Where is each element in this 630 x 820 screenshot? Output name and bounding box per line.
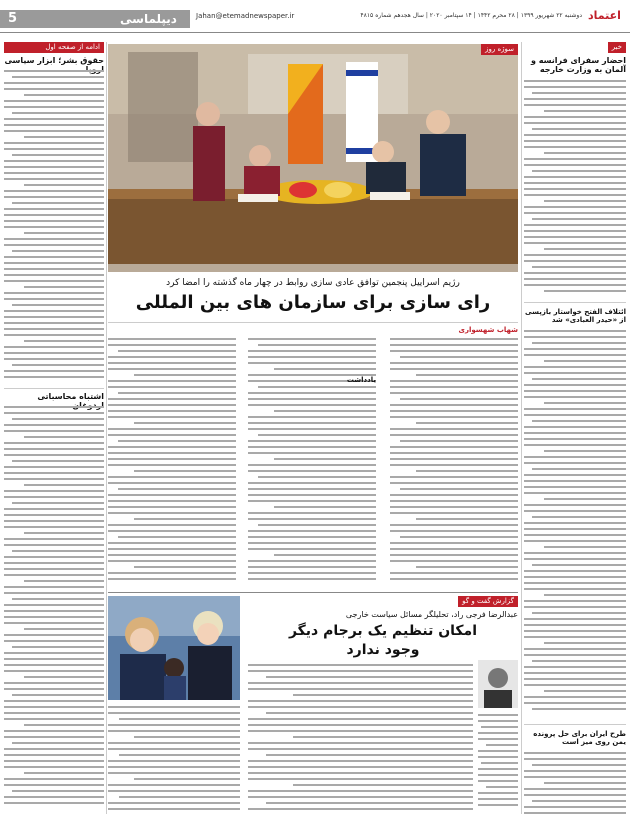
- article-body-erdogan: [4, 406, 104, 814]
- page-header: [0, 0, 630, 40]
- section-label-continued: ادامه از صفحه اول: [4, 42, 104, 53]
- article-title-yemen[interactable]: طرح ایران برای حل پرونده یمن روی میز است: [533, 730, 626, 746]
- leaders-image: [108, 596, 240, 700]
- signing-ceremony-photo: [108, 44, 518, 272]
- issue-line: دوشنبه ۲۲ شهریور ۱۳۹۹ | ۲۸ محرم ۱۴۴۲ | ۱۴ سپتامبر ۲۰۲۰ | سال هجدهم شماره ۴۸۱۵: [360, 12, 582, 19]
- byline: شهاب شهسواری: [458, 326, 518, 334]
- signing-ceremony-image: [108, 44, 518, 272]
- section-divider: [108, 592, 518, 593]
- main-headline[interactable]: رای سازی برای سازمان های بین المللی: [135, 292, 491, 313]
- report-label: گزارش گفت و گو: [458, 596, 518, 607]
- interview-headline-line2[interactable]: وجود ندارد: [346, 642, 420, 658]
- article-title-ambassadors[interactable]: احضار سفرای فرانسه و آلمان به وزارت خارجه: [531, 56, 626, 74]
- page-number: 5: [8, 11, 18, 26]
- divider: [524, 302, 626, 303]
- headshot-image: [478, 660, 518, 708]
- leaders-photo: [108, 596, 240, 700]
- article-body-human-rights: [4, 70, 104, 385]
- center-area: [108, 40, 518, 818]
- interview-body-left: [108, 706, 240, 814]
- headline-rule: [108, 322, 518, 323]
- article-body-yemen: [524, 752, 626, 816]
- interview-body-upper: [248, 664, 473, 814]
- interview-body-narrow: [478, 714, 518, 814]
- section-title: دیپلماسی: [120, 12, 177, 26]
- article-column-right: [390, 338, 518, 588]
- masthead-logo: اعتماد: [588, 9, 621, 22]
- column-rule: [106, 42, 107, 814]
- article-body-ambassadors: [524, 80, 626, 300]
- author-headshot: [478, 660, 518, 708]
- column-rule-right: [521, 42, 522, 814]
- divider: [524, 724, 626, 725]
- divider: [4, 388, 104, 389]
- article-body-al-fatah: [524, 330, 626, 720]
- article-column-left: [108, 338, 236, 588]
- email-address[interactable]: Jahan@etemadnewspaper.ir: [196, 12, 295, 20]
- article-title-erdogan[interactable]: اشتباه محاسباتی: [37, 392, 104, 401]
- section-label-news: خبر: [608, 42, 626, 53]
- right-column: [524, 40, 626, 816]
- header-rule: [0, 32, 630, 33]
- article-title-al-fatah[interactable]: ائتلاف الفتح خواستار بازپسی از «حیدر العبادی» شد: [525, 308, 626, 324]
- photo-section-label: سوژه روز: [481, 44, 518, 55]
- kicker: رژیم اسراییل پنجمین توافق عادی سازی روابط در چهار ماه گذشته را امضا کرد: [166, 278, 460, 288]
- left-column: [4, 40, 104, 816]
- article-title-human-rights[interactable]: حقوق بشر؛ ابزار سیاسی: [4, 56, 104, 65]
- inline-subhead: یادداشت: [346, 376, 376, 384]
- interview-kicker: عبدالرضا فرجی راد، تحلیلگر مسائل سیاست خارجی: [345, 610, 518, 619]
- interview-headline-line1[interactable]: امکان تنظیم یک برجام دیگر: [288, 623, 478, 639]
